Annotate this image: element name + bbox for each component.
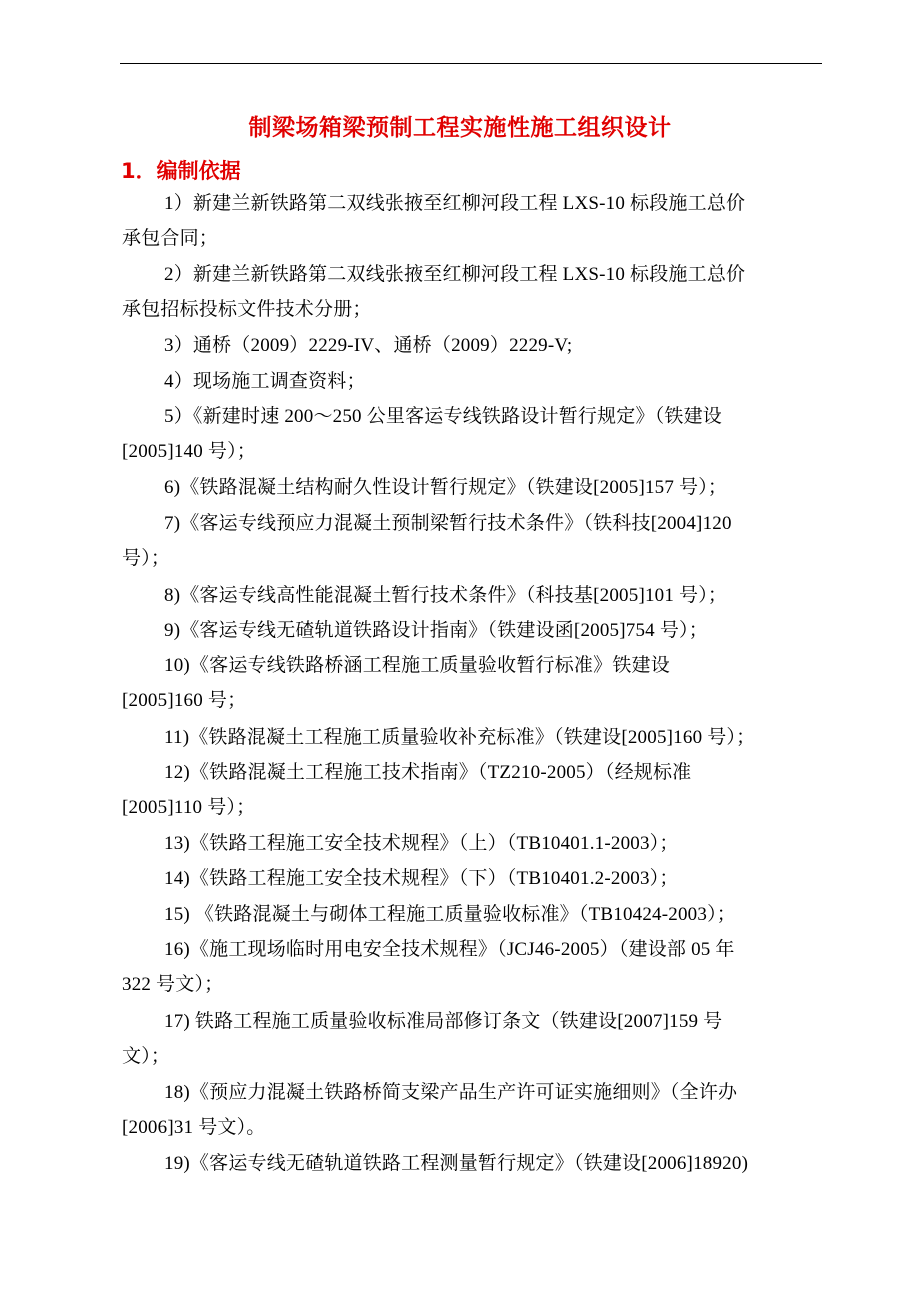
reference-item: 1）新建兰新铁路第二双线张掖至红柳河段工程 LXS-10 标段施工总价	[164, 193, 746, 214]
reference-item: 19)《客运专线无碴轨道铁路工程测量暂行规定》（铁建设[2006]18920)	[164, 1153, 749, 1174]
reference-item: 3）通桥（2009）2229-IV、通桥（2009）2229-V;	[164, 335, 573, 356]
section-heading: 1．编制依据	[121, 159, 241, 183]
reference-item-continuation: 322 号文）；	[122, 974, 224, 995]
reference-item: 9)《客运专线无碴轨道铁路设计指南》（铁建设函[2005]754 号）；	[164, 620, 708, 641]
reference-item: 16)《施工现场临时用电安全技术规程》（JCJ46-2005）（建设部 05 年	[164, 939, 735, 960]
reference-item-continuation: [2005]140 号）；	[122, 441, 257, 462]
reference-item-continuation: [2005]110 号）；	[122, 797, 256, 818]
reference-item-continuation: 承包合同；	[122, 228, 219, 249]
reference-item: 6)《铁路混凝土结构耐久性设计暂行规定》（铁建设[2005]157 号）；	[164, 477, 728, 498]
header-rule	[120, 63, 822, 64]
reference-item: 12)《铁路混凝土工程施工技术指南》（TZ210-2005）（经规标准	[164, 762, 692, 783]
reference-item: 2）新建兰新铁路第二双线张掖至红柳河段工程 LXS-10 标段施工总价	[164, 264, 746, 285]
reference-item: 15) 《铁路混凝土与砌体工程施工质量验收标准》（TB10424-2003）；	[164, 904, 736, 925]
reference-item-continuation: 号）；	[122, 548, 171, 569]
reference-item: 10)《客运专线铁路桥涵工程施工质量验收暂行标准》铁建设	[164, 655, 670, 676]
document-title: 制梁场箱梁预制工程实施性施工组织设计	[248, 115, 672, 141]
reference-item-continuation: 承包招标投标文件技术分册；	[122, 299, 372, 320]
reference-item: 14)《铁路工程施工安全技术规程》（下）（TB10401.2-2003）；	[164, 868, 679, 889]
reference-item: 11)《铁路混凝土工程施工质量验收补充标准》（铁建设[2005]160 号）；	[164, 727, 756, 748]
reference-item: 4）现场施工调查资料；	[164, 371, 366, 392]
reference-item-continuation: [2005]160 号；	[122, 690, 247, 711]
reference-item: 8)《客运专线高性能混凝土暂行技术条件》（科技基[2005]101 号）；	[164, 585, 728, 606]
reference-item-continuation: 文）；	[122, 1046, 171, 1067]
reference-item: 17) 铁路工程施工质量验收标准局部修订条文（铁建设[2007]159 号	[164, 1011, 723, 1032]
reference-item: 5）《新建时速 200～250 公里客运专线铁路设计暂行规定》（铁建设	[164, 406, 723, 427]
reference-item: 18)《预应力混凝土铁路桥简支梁产品生产许可证实施细则》（全许办	[164, 1082, 738, 1103]
reference-item: 7)《客运专线预应力混凝土预制梁暂行技术条件》（铁科技[2004]120	[164, 513, 732, 534]
reference-item-continuation: [2006]31 号文）。	[122, 1117, 266, 1138]
reference-item: 13)《铁路工程施工安全技术规程》（上）（TB10401.1-2003）；	[164, 833, 679, 854]
